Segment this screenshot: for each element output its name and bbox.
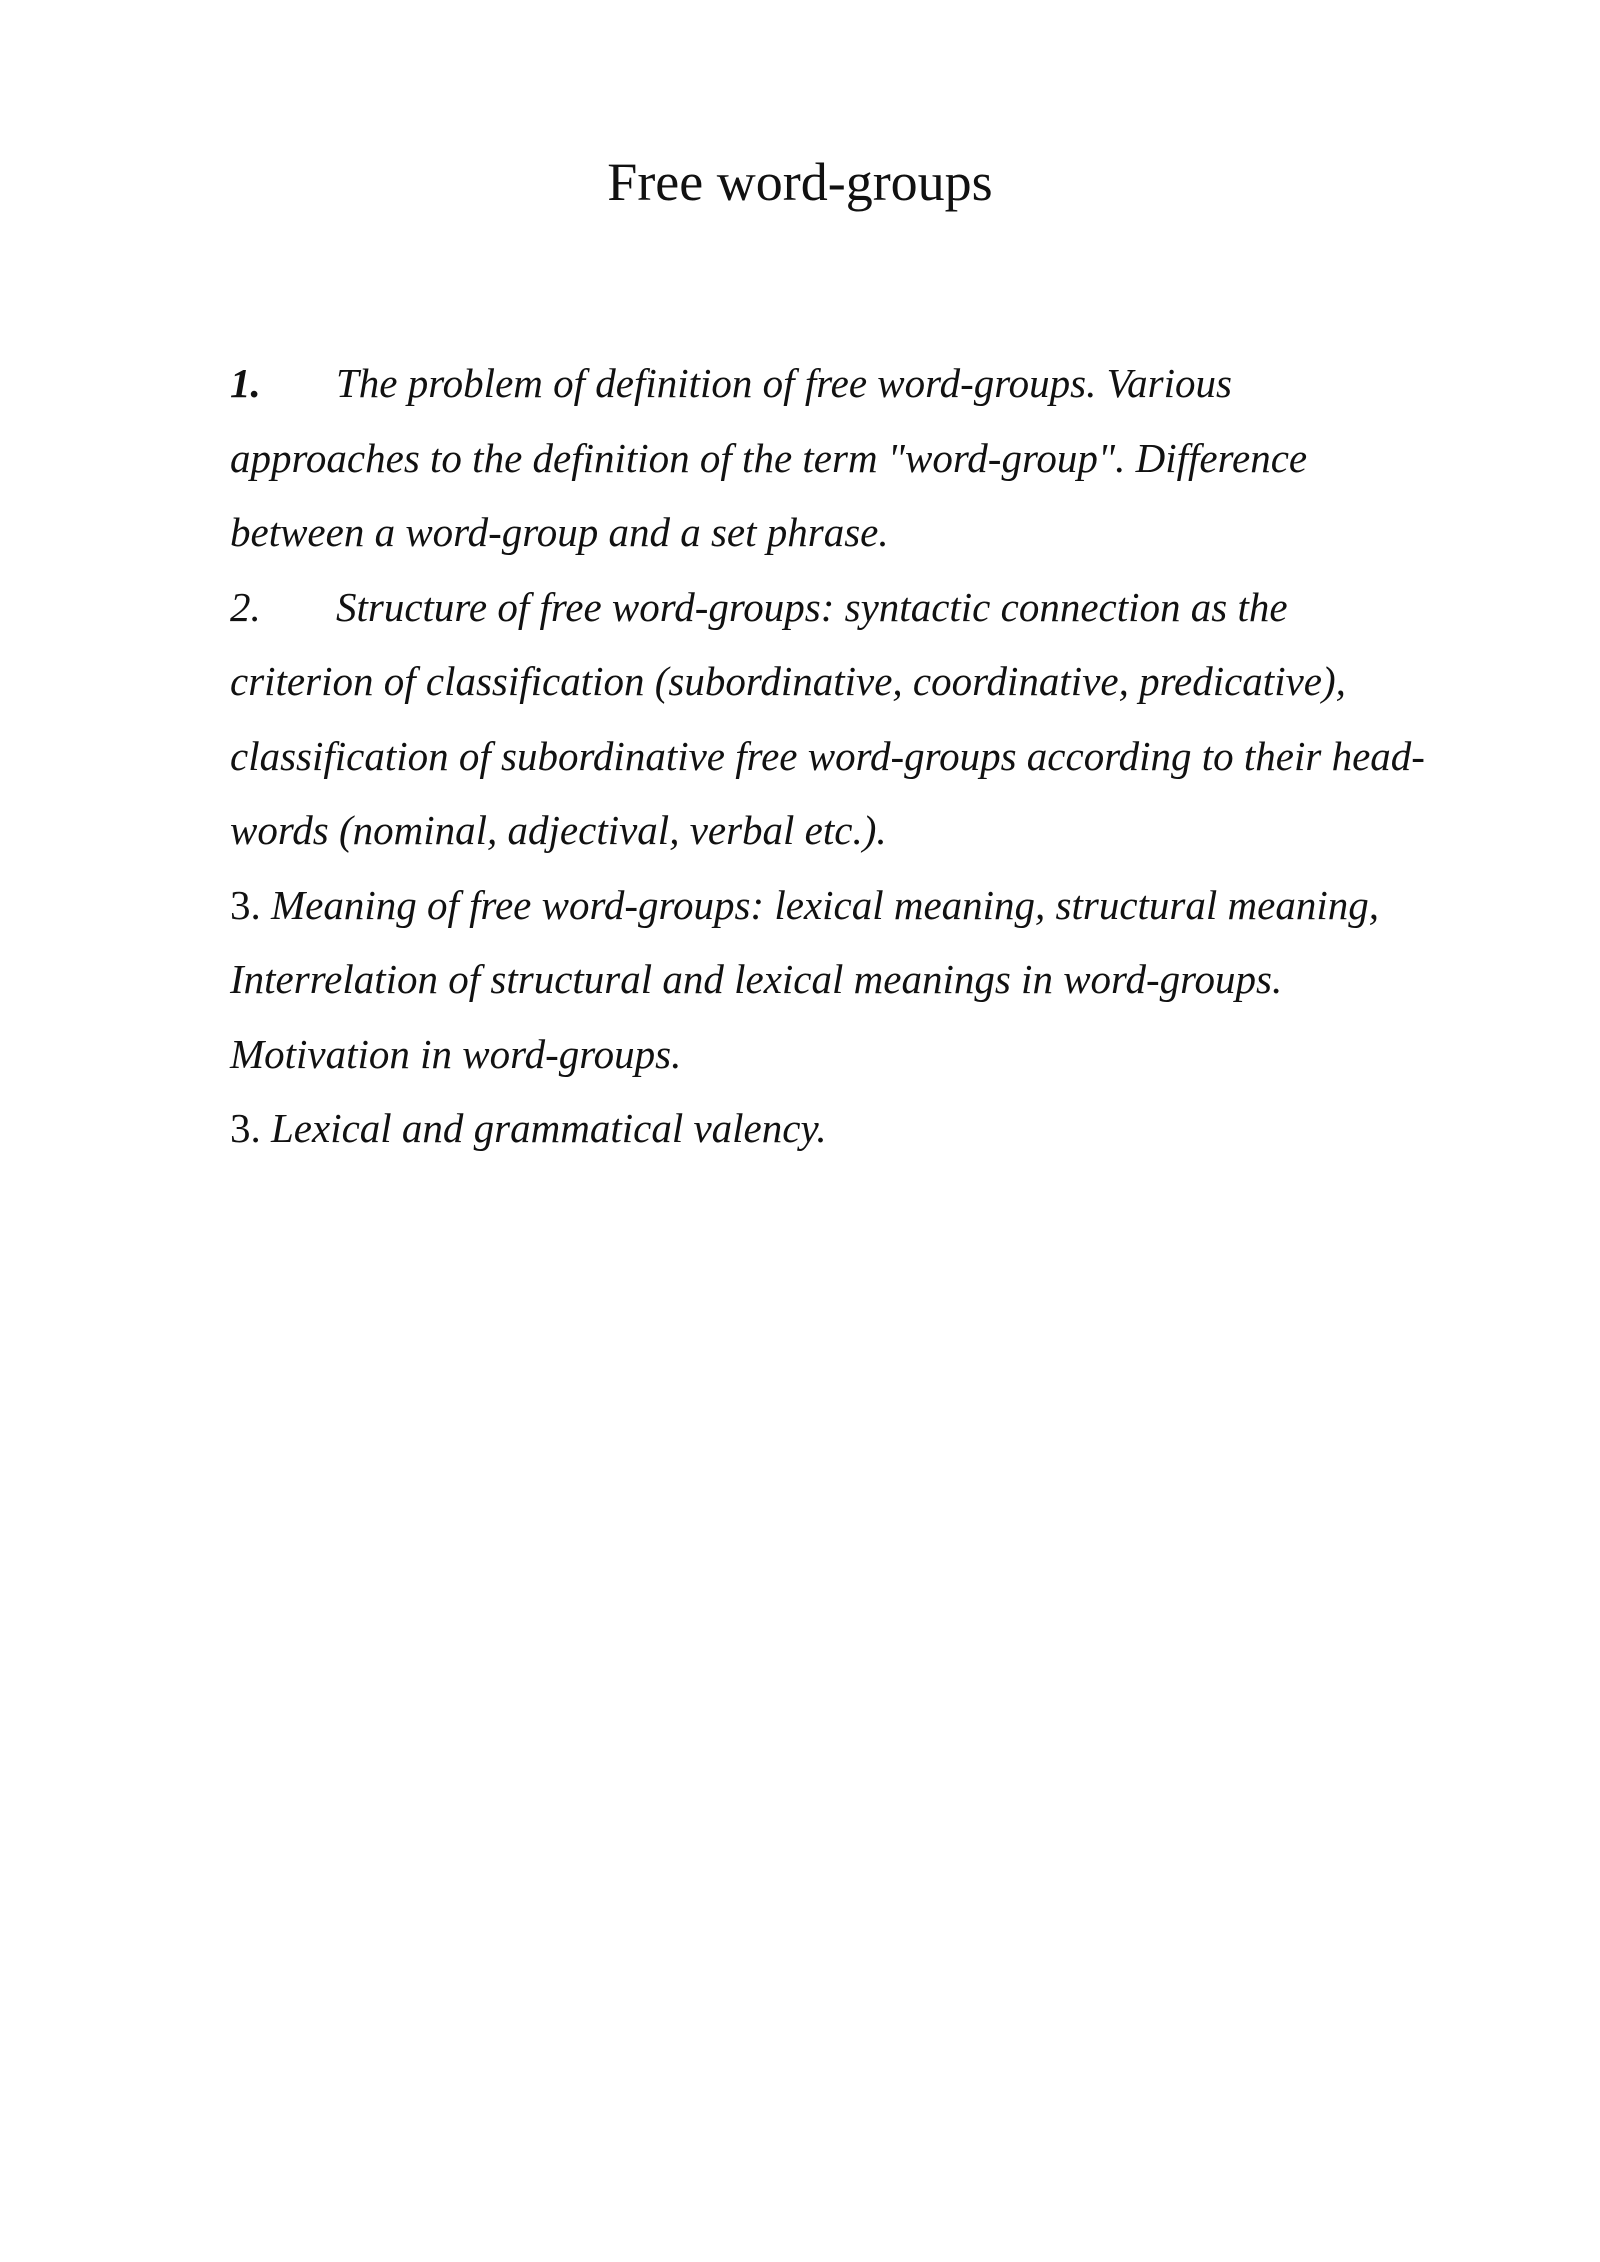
line-text: criterion of classification (subordinative, coordinative, predicative), <box>230 658 1346 704</box>
page-title: Free word-groups <box>607 152 993 212</box>
line-text: approaches to the definition of the term "word-group". Difference <box>230 434 1308 481</box>
item-number: 3. <box>230 1105 261 1151</box>
item-number: 2. <box>230 583 261 630</box>
list-item-1-line-1 <box>230 346 1550 421</box>
line-text: The problem of definition of free word-groups. Various <box>336 360 1232 406</box>
line-text: Motivation in word-groups. <box>230 1030 682 1077</box>
list-item-2-line-4 <box>230 793 1550 868</box>
line-text: Meaning of free word-groups: lexical meaning, structural meaning, <box>271 881 1379 928</box>
list-item-3-line-2 <box>230 942 1550 1017</box>
list-item-1-line-2 <box>230 421 1550 496</box>
list-item-2-line-2 <box>230 644 1550 719</box>
line-text: between a word-group and a set phrase. <box>230 509 889 555</box>
list-item-4-line-1 <box>230 1091 1550 1166</box>
item-number: 3. <box>230 881 261 928</box>
list-item-1-line-3 <box>230 495 1550 570</box>
line-text: Structure of free word-groups: syntactic connection as the <box>336 583 1288 630</box>
list-item-3-line-1 <box>230 868 1550 943</box>
list-item-2-line-3 <box>230 719 1550 794</box>
line-text: Lexical and grammatical valency. <box>271 1105 827 1151</box>
topic-list <box>230 346 1550 1166</box>
line-text: Interrelation of structural and lexical meanings in word-groups. <box>230 956 1283 1002</box>
list-item-2-line-1 <box>230 570 1550 645</box>
item-number: 1. <box>230 360 261 406</box>
line-text: classification of subordinative free word-groups according to their head- <box>230 732 1425 779</box>
list-item-3-line-3 <box>230 1017 1550 1092</box>
line-text: words (nominal, adjectival, verbal etc.). <box>230 807 887 853</box>
